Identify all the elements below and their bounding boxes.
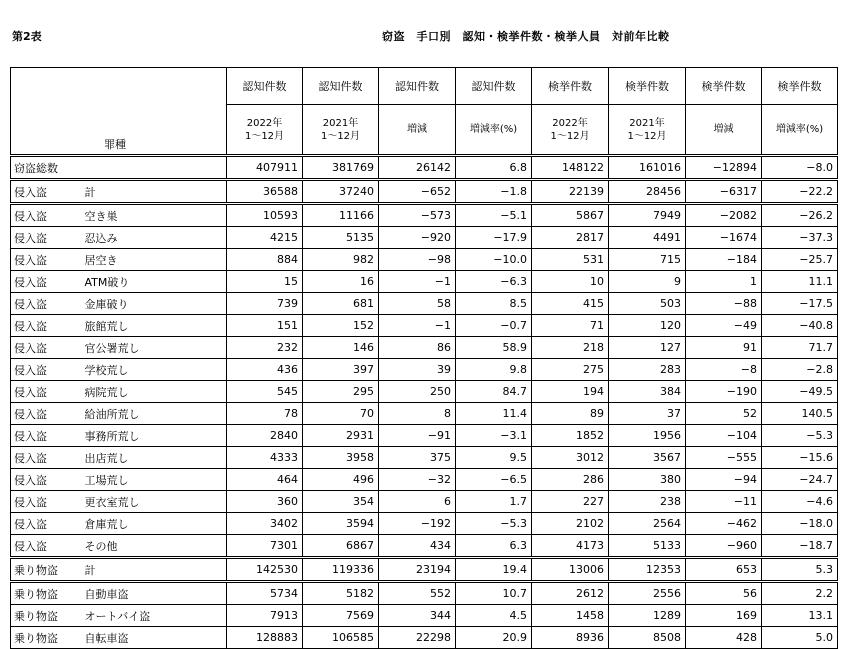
column-header-period: 1～12月: [550, 130, 590, 142]
crime-category-cell: 侵入盗: [11, 535, 84, 558]
crime-method-cell: 自転車盗: [84, 627, 227, 649]
value-cell: −11: [686, 491, 762, 513]
value-cell: 232: [227, 337, 303, 359]
value-cell: −25.7: [762, 249, 838, 271]
value-cell: 58: [379, 293, 456, 315]
value-cell: −4.6: [762, 491, 838, 513]
value-cell: 397: [303, 359, 379, 381]
value-cell: 28456: [609, 180, 686, 204]
value-cell: 7913: [227, 605, 303, 627]
value-cell: 106585: [303, 627, 379, 649]
value-cell: 4215: [227, 227, 303, 249]
crime-method-cell: 病院荒し: [84, 381, 227, 403]
value-cell: 36588: [227, 180, 303, 204]
value-cell: 503: [609, 293, 686, 315]
value-cell: 19.4: [456, 558, 532, 582]
crime-method-cell: 学校荒し: [84, 359, 227, 381]
value-cell: 16: [303, 271, 379, 293]
table-row: [11, 156, 838, 180]
value-cell: 275: [532, 359, 609, 381]
value-cell: 194: [532, 381, 609, 403]
value-cell: 5135: [303, 227, 379, 249]
crime-method-cell: 更衣室荒し: [84, 491, 227, 513]
page-title: 窃盗 手口別 認知・検挙件数・検挙人員 対前年比較: [382, 30, 670, 43]
column-header-rate: 増減率(%): [775, 124, 824, 135]
value-cell: 3402: [227, 513, 303, 535]
crime-category-cell: 侵入盗: [11, 204, 84, 227]
table-number: 第2表: [12, 30, 42, 43]
statistics-table: [10, 67, 838, 649]
value-cell: 39: [379, 359, 456, 381]
value-cell: 148122: [532, 156, 609, 180]
category-header: 罪種: [104, 138, 126, 151]
value-cell: 2102: [532, 513, 609, 535]
value-cell: −5.3: [762, 425, 838, 447]
value-cell: 884: [227, 249, 303, 271]
value-cell: 11.1: [762, 271, 838, 293]
value-cell: 283: [609, 359, 686, 381]
crime-category-cell: 侵入盗: [11, 180, 84, 204]
value-cell: 8936: [532, 627, 609, 649]
value-cell: 56: [686, 582, 762, 605]
crime-category-cell: 侵入盗: [11, 337, 84, 359]
table-row: [11, 535, 838, 558]
column-header-year: 2022年: [246, 117, 283, 129]
column-header-top: 検挙件数: [609, 68, 686, 105]
column-header-sub: [686, 105, 762, 156]
value-cell: 250: [379, 381, 456, 403]
value-cell: −1: [379, 315, 456, 337]
value-cell: −6317: [686, 180, 762, 204]
crime-method-cell: 倉庫荒し: [84, 513, 227, 535]
table-row: [11, 315, 838, 337]
crime-category-cell: 侵入盗: [11, 293, 84, 315]
value-cell: 89: [532, 403, 609, 425]
column-header-year: 2021年: [322, 117, 359, 129]
crime-method-cell: 計: [84, 558, 227, 582]
value-cell: −5.3: [456, 513, 532, 535]
value-cell: 552: [379, 582, 456, 605]
table-row: [11, 558, 838, 582]
value-cell: 344: [379, 605, 456, 627]
value-cell: −10.0: [456, 249, 532, 271]
value-cell: −960: [686, 535, 762, 558]
crime-category-cell: 乗り物盗: [11, 627, 84, 649]
value-cell: −8.0: [762, 156, 838, 180]
value-cell: 6.3: [456, 535, 532, 558]
column-header-top: 認知件数: [379, 68, 456, 105]
table-row: [11, 447, 838, 469]
value-cell: 381769: [303, 156, 379, 180]
value-cell: 4333: [227, 447, 303, 469]
value-cell: 5867: [532, 204, 609, 227]
value-cell: 1852: [532, 425, 609, 447]
value-cell: 5182: [303, 582, 379, 605]
value-cell: 380: [609, 469, 686, 491]
crime-category-cell: 侵入盗: [11, 315, 84, 337]
table-row: [11, 293, 838, 315]
value-cell: 20.9: [456, 627, 532, 649]
value-cell: −37.3: [762, 227, 838, 249]
crime-method-cell: 事務所荒し: [84, 425, 227, 447]
value-cell: 496: [303, 469, 379, 491]
value-cell: 7301: [227, 535, 303, 558]
value-cell: 7569: [303, 605, 379, 627]
table-row: [11, 271, 838, 293]
value-cell: −0.7: [456, 315, 532, 337]
crime-category-cell: 乗り物盗: [11, 558, 84, 582]
value-cell: 5133: [609, 535, 686, 558]
column-header-sub: [762, 105, 838, 156]
value-cell: 227: [532, 491, 609, 513]
value-cell: −15.6: [762, 447, 838, 469]
value-cell: 15: [227, 271, 303, 293]
header-row-top: [11, 68, 838, 105]
value-cell: 2840: [227, 425, 303, 447]
value-cell: 5.0: [762, 627, 838, 649]
crime-category-cell: 侵入盗: [11, 425, 84, 447]
value-cell: −17.5: [762, 293, 838, 315]
crime-category-cell: 侵入盗: [11, 403, 84, 425]
value-cell: 1: [686, 271, 762, 293]
value-cell: −184: [686, 249, 762, 271]
value-cell: 4173: [532, 535, 609, 558]
crime-category-cell: 乗り物盗: [11, 605, 84, 627]
value-cell: 84.7: [456, 381, 532, 403]
crime-category-cell: 乗り物盗: [11, 582, 84, 605]
value-cell: −555: [686, 447, 762, 469]
value-cell: 2612: [532, 582, 609, 605]
value-cell: −1: [379, 271, 456, 293]
value-cell: −920: [379, 227, 456, 249]
value-cell: 9.5: [456, 447, 532, 469]
value-cell: 152: [303, 315, 379, 337]
value-cell: 1458: [532, 605, 609, 627]
value-cell: 8508: [609, 627, 686, 649]
crime-category-cell: 侵入盗: [11, 227, 84, 249]
value-cell: 10.7: [456, 582, 532, 605]
value-cell: 161016: [609, 156, 686, 180]
value-cell: −462: [686, 513, 762, 535]
table-row: [11, 627, 838, 649]
crime-category-cell: 侵入盗: [11, 491, 84, 513]
value-cell: −12894: [686, 156, 762, 180]
value-cell: 127: [609, 337, 686, 359]
value-cell: 3567: [609, 447, 686, 469]
value-cell: −1.8: [456, 180, 532, 204]
table-row: [11, 381, 838, 403]
value-cell: 4.5: [456, 605, 532, 627]
value-cell: 384: [609, 381, 686, 403]
value-cell: 434: [379, 535, 456, 558]
value-cell: −91: [379, 425, 456, 447]
value-cell: 982: [303, 249, 379, 271]
crime-method-cell: その他: [84, 535, 227, 558]
value-cell: 2556: [609, 582, 686, 605]
value-cell: 119336: [303, 558, 379, 582]
crime-method-cell: 自動車盗: [84, 582, 227, 605]
value-cell: 407911: [227, 156, 303, 180]
column-header-sub: [532, 105, 609, 156]
value-cell: 2.2: [762, 582, 838, 605]
value-cell: 2931: [303, 425, 379, 447]
value-cell: 681: [303, 293, 379, 315]
value-cell: 37240: [303, 180, 379, 204]
crime-category-cell: 侵入盗: [11, 513, 84, 535]
crime-category-cell: 侵入盗: [11, 271, 84, 293]
crime-method-cell: 計: [84, 180, 227, 204]
crime-method-cell: 工場荒し: [84, 469, 227, 491]
table-body: [11, 156, 838, 649]
value-cell: 218: [532, 337, 609, 359]
value-cell: 71.7: [762, 337, 838, 359]
crime-method-cell: 空き巣: [84, 204, 227, 227]
table-row: [11, 605, 838, 627]
crime-method-cell: 居空き: [84, 249, 227, 271]
value-cell: −22.2: [762, 180, 838, 204]
crime-method-cell: 出店荒し: [84, 447, 227, 469]
value-cell: 23194: [379, 558, 456, 582]
value-cell: 3594: [303, 513, 379, 535]
value-cell: 6867: [303, 535, 379, 558]
value-cell: 9.8: [456, 359, 532, 381]
value-cell: 86: [379, 337, 456, 359]
value-cell: 739: [227, 293, 303, 315]
value-cell: −18.0: [762, 513, 838, 535]
column-header-top: 認知件数: [227, 68, 303, 105]
table-row: [11, 180, 838, 204]
crime-method-cell: [84, 156, 227, 180]
value-cell: 58.9: [456, 337, 532, 359]
value-cell: 120: [609, 315, 686, 337]
crime-category-cell: 侵入盗: [11, 359, 84, 381]
value-cell: 360: [227, 491, 303, 513]
crime-method-cell: オートバイ盗: [84, 605, 227, 627]
value-cell: 71: [532, 315, 609, 337]
value-cell: 128883: [227, 627, 303, 649]
value-cell: 1289: [609, 605, 686, 627]
value-cell: 22139: [532, 180, 609, 204]
value-cell: 531: [532, 249, 609, 271]
crime-category-cell: 侵入盗: [11, 381, 84, 403]
column-header-top: 認知件数: [303, 68, 379, 105]
value-cell: 78: [227, 403, 303, 425]
value-cell: 10593: [227, 204, 303, 227]
table-row: [11, 337, 838, 359]
value-cell: −3.1: [456, 425, 532, 447]
crime-method-cell: 忍込み: [84, 227, 227, 249]
value-cell: 5.3: [762, 558, 838, 582]
value-cell: −2082: [686, 204, 762, 227]
value-cell: 3012: [532, 447, 609, 469]
value-cell: −40.8: [762, 315, 838, 337]
value-cell: −26.2: [762, 204, 838, 227]
crime-method-cell: 金庫破り: [84, 293, 227, 315]
value-cell: 9: [609, 271, 686, 293]
value-cell: −32: [379, 469, 456, 491]
value-cell: −94: [686, 469, 762, 491]
value-cell: 37: [609, 403, 686, 425]
table-row: [11, 491, 838, 513]
value-cell: −192: [379, 513, 456, 535]
value-cell: −6.3: [456, 271, 532, 293]
crime-category-cell: 侵入盗: [11, 447, 84, 469]
column-header-period: 1～12月: [244, 130, 285, 142]
value-cell: 1956: [609, 425, 686, 447]
value-cell: 2817: [532, 227, 609, 249]
table-row: [11, 227, 838, 249]
crime-category-cell: 侵入盗: [11, 249, 84, 271]
table-row: [11, 425, 838, 447]
value-cell: −49.5: [762, 381, 838, 403]
value-cell: 2564: [609, 513, 686, 535]
value-cell: −104: [686, 425, 762, 447]
value-cell: −17.9: [456, 227, 532, 249]
table-row: [11, 249, 838, 271]
value-cell: −49: [686, 315, 762, 337]
value-cell: 70: [303, 403, 379, 425]
column-header-period: 1～12月: [320, 130, 361, 142]
value-cell: 8: [379, 403, 456, 425]
value-cell: 52: [686, 403, 762, 425]
category-header-cell: [11, 68, 227, 156]
value-cell: 375: [379, 447, 456, 469]
value-cell: 354: [303, 491, 379, 513]
value-cell: −18.7: [762, 535, 838, 558]
column-header-sub: [303, 105, 379, 156]
table-row: [11, 359, 838, 381]
value-cell: 7949: [609, 204, 686, 227]
value-cell: 12353: [609, 558, 686, 582]
column-header-top: 検挙件数: [762, 68, 838, 105]
value-cell: 10: [532, 271, 609, 293]
value-cell: 238: [609, 491, 686, 513]
value-cell: 6.8: [456, 156, 532, 180]
value-cell: 5734: [227, 582, 303, 605]
value-cell: 4491: [609, 227, 686, 249]
table-row: [11, 513, 838, 535]
crime-method-cell: ATM破り: [84, 271, 227, 293]
value-cell: −98: [379, 249, 456, 271]
value-cell: 545: [227, 381, 303, 403]
crime-method-cell: 官公署荒し: [84, 337, 227, 359]
column-header-top: 検挙件数: [532, 68, 609, 105]
value-cell: 1.7: [456, 491, 532, 513]
column-header-year: 2021年: [629, 117, 665, 129]
column-header-sub: [456, 105, 532, 156]
value-cell: 11166: [303, 204, 379, 227]
value-cell: 295: [303, 381, 379, 403]
value-cell: 169: [686, 605, 762, 627]
value-cell: 286: [532, 469, 609, 491]
value-cell: −2.8: [762, 359, 838, 381]
column-header-sub: [609, 105, 686, 156]
value-cell: 428: [686, 627, 762, 649]
crime-method-cell: 旅館荒し: [84, 315, 227, 337]
value-cell: 3958: [303, 447, 379, 469]
value-cell: 13006: [532, 558, 609, 582]
value-cell: 11.4: [456, 403, 532, 425]
column-header-period: 1～12月: [627, 130, 667, 142]
value-cell: 26142: [379, 156, 456, 180]
column-header-change: 増減: [713, 124, 734, 135]
value-cell: 464: [227, 469, 303, 491]
value-cell: 91: [686, 337, 762, 359]
column-header-sub: [227, 105, 303, 156]
value-cell: 151: [227, 315, 303, 337]
value-cell: 140.5: [762, 403, 838, 425]
column-header-top: 認知件数: [456, 68, 532, 105]
value-cell: 715: [609, 249, 686, 271]
column-header-rate: 増減率(%): [469, 124, 518, 135]
table-row: [11, 403, 838, 425]
value-cell: 653: [686, 558, 762, 582]
value-cell: 22298: [379, 627, 456, 649]
value-cell: −24.7: [762, 469, 838, 491]
crime-category-cell: 窃盗総数: [11, 156, 84, 180]
value-cell: 8.5: [456, 293, 532, 315]
value-cell: −5.1: [456, 204, 532, 227]
value-cell: 13.1: [762, 605, 838, 627]
value-cell: −8: [686, 359, 762, 381]
column-header-change: 増減: [407, 124, 427, 135]
value-cell: −6.5: [456, 469, 532, 491]
value-cell: 436: [227, 359, 303, 381]
table-row: [11, 469, 838, 491]
column-header-year: 2022年: [552, 117, 588, 129]
column-header-sub: [379, 105, 456, 156]
value-cell: −652: [379, 180, 456, 204]
value-cell: 415: [532, 293, 609, 315]
column-header-top: 検挙件数: [686, 68, 762, 105]
value-cell: −573: [379, 204, 456, 227]
value-cell: −88: [686, 293, 762, 315]
value-cell: −190: [686, 381, 762, 403]
value-cell: 142530: [227, 558, 303, 582]
value-cell: 6: [379, 491, 456, 513]
crime-method-cell: 給油所荒し: [84, 403, 227, 425]
table-row: [11, 582, 838, 605]
table-row: [11, 204, 838, 227]
value-cell: −1674: [686, 227, 762, 249]
crime-category-cell: 侵入盗: [11, 469, 84, 491]
value-cell: 146: [303, 337, 379, 359]
